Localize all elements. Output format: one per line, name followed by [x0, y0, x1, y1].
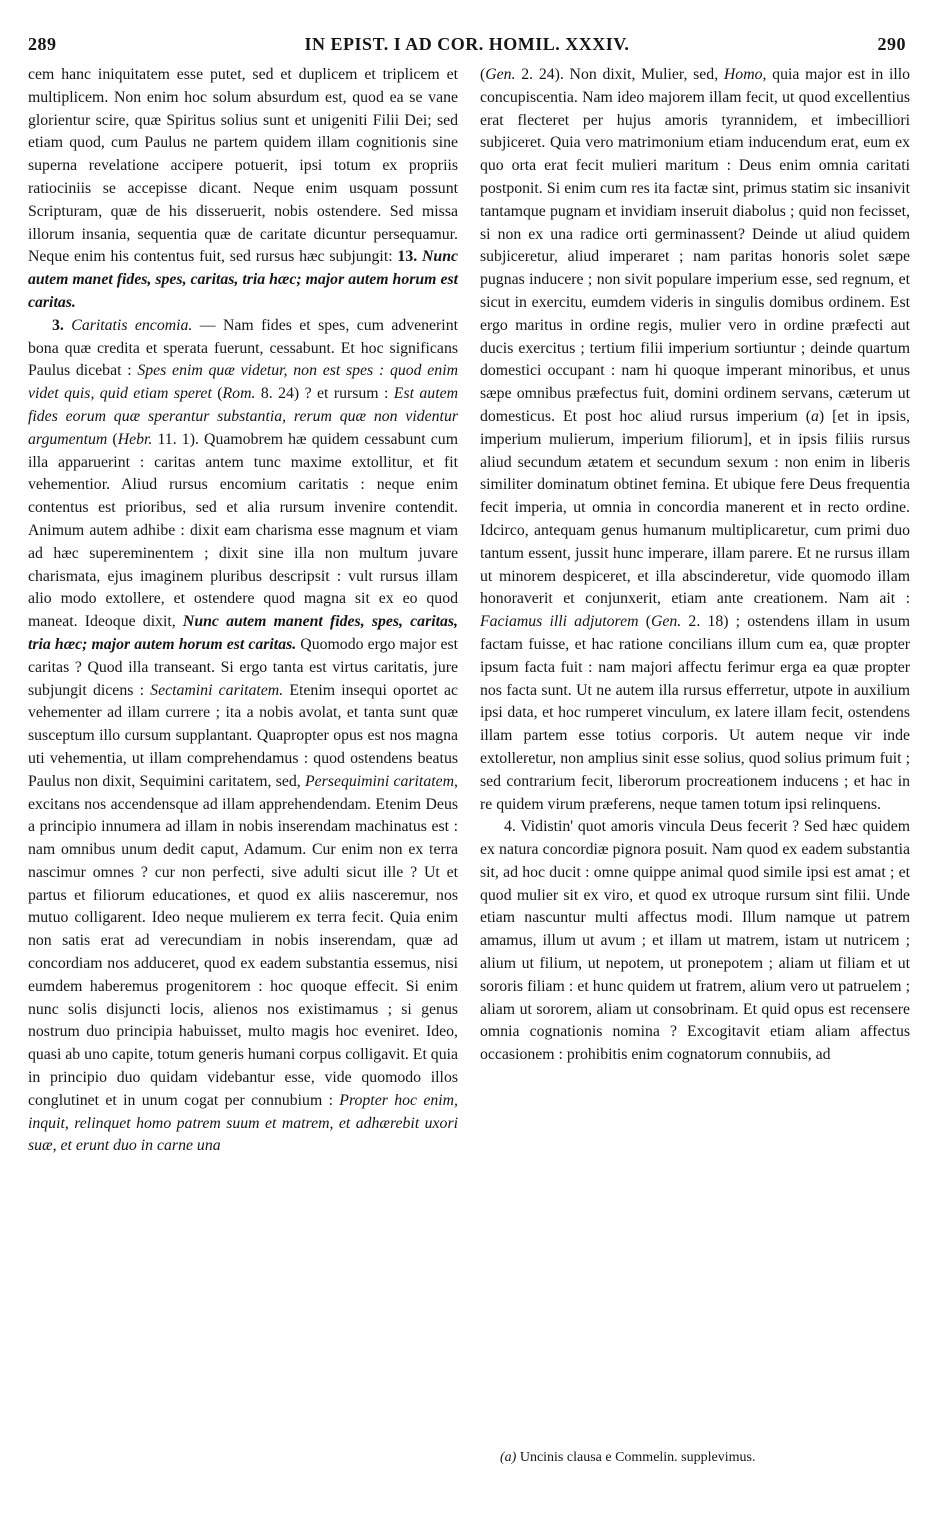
footnote: [500, 1448, 910, 1468]
paragraph: [28, 315, 458, 1158]
text-run: Caritatis encomia.: [71, 316, 193, 334]
text-run: 11. 1). Quamobrem hæ quidem cessabunt cum illa apparuerint : caritas antem tunc maxime extollitur, et fit vehementior. Aliud rursus encomium caritatis : neque enim contentus est prioribus, sed et alia rursum invenire contendit. Animum autem adhibe : dixit eam charisma esse magnum et viam ad hæc supereminentem ; dixit sine illa non multum juvare charismata, ejus imaginem pluribus descripsit : vult rursus illam alio modo extollere, et ostendere quod magna sit ex eo quod maneat. Ideoque dixit,: [28, 430, 458, 631]
text-run: a: [811, 407, 819, 425]
text-run: (: [638, 613, 651, 631]
text-run: Gen.: [485, 66, 516, 83]
text-run: (: [107, 430, 118, 448]
text-run: — Nam fides et spes, cum advenerint bona quæ credita et sperata fuerunt, cessabunt. Et hoc significans Paulus dicebat :: [28, 316, 458, 380]
text-run: 2. 24). Non dixit, Mulier, sed,: [515, 66, 724, 83]
text-run: cem hanc iniquitatem esse putet, sed et duplicem et triplicem et multiplicem. Non enim hoc solum absurdum est, quod ea se vane glorientur scire, quæ Spiritus solius sunt et unigeniti Filii Dei; sed etiam quod, cum Paulus ne partem quidem illam cognitionis sine superna revelatione accipere potuerit, ipsi totum ex propriis ratiociniis se accepisse dicant. Neque enim usquam possunt Scripturam, quæ de his disseruerit, nobis ostendere. Sed missa illorum insania, sequentia quæ de caritate dicuntur persequamur. Neque enim his contentus fuit, sed rursus hæc subjungit:: [28, 66, 458, 266]
right-column: [480, 64, 910, 1067]
text-run: Propter hoc enim, inquit, relinquet homo patrem suum et matrem, et adhærebit uxori suæ, et erunt duo in carne una: [28, 1091, 458, 1155]
text-run: 3.: [52, 316, 72, 334]
paragraph: [480, 816, 910, 1067]
text-run: (: [211, 385, 223, 403]
text-run: Spes enim quæ videtur, non est spes : quod enim videt quis, quid etiam speret: [28, 362, 458, 403]
footnote-marker: (a): [500, 1450, 517, 1465]
text-run: Nunc autem manent fides, spes, caritas, tria hæc; major autem horum est caritas.: [28, 613, 458, 653]
text-run: , excitans nos accendensque ad illam apprehendendam. Etenim Deus a principio innumera ad illam in nobis inserendam machinatus est : nam omnibus unum dedit caput, Adamum. Cur enim non ex terra nascimur omnes ? cur non perfecti, sive adulti sicut ille ? Ut et partus et filiorum educationes, et quod ex aliis nasceremur, nos mutuo colligarent. Ideo neque mulierem ex terra fecit. Quia enim non satis erat ad verecundiam in nobis inserendam, quæ ad concordiam nos adduceret, quod ex eadem substantia essemus, nisi eumdem haberemus progenitorem : hoc quoque effecit. Si enim nunc solis disjuncti locis, alienos nos existimamus ; si genus nostrum duo principia habuisset, multo magis hoc eveniret. Ideo, quasi ab uno capite, totum generis humani corpus colligavit. Et quia in principio duo quidam videbantur esse, vide quomodo illos conglutinet et in unum cogat per connubium :: [28, 772, 458, 1109]
text-run: Homo: [723, 66, 763, 83]
text-run: Nunc autem manet fides, spes, caritas, tria hæc; major autem horum est caritas.: [28, 248, 458, 311]
text-run: ) [et in ipsis, imperium mulierum, imperium filiorum], et in ipsis filiis rursus aliud secundum ætatem et secundum sexum : non enim in liberis similiter dominatum obtinet femina. Et ubique fere Deus frequentia fecit imperia, ut omnia in concordia manerent et in recto ordine. Idcirco, antequam genus humanum multiplicaretur, cum primi duo tantum essent, jussit hunc imperare, illam parere. Et ne rursus illam ut minorem despiceret, et illa abscinderetur, vide quomodo illam honoraverit et conjunxerit, etiam ante creationem. Nam ait :: [480, 407, 910, 608]
text-run: 2. 18) ; ostendens illam in usum factam fuisse, et hac ratione concilians illum cum ea, quæ propter ipsum facta fuit : nam majori affectu ferimur erga ea quæ propter nos facta sunt. Ut ne autem illa rursus efferretur, utpote in auxilium ipsi data, et hoc rumperet vinculum, ex latere illam fecit, ostendens illam partem esse totius corporis. Ut autem neque vir inde extolleretur, non amplius sinit esse solius, quod solius primum fuit ; sed contrarium fecit, liberorum procreationem inducens ; et hac in re quidem virum præferens, neque tamen totum ipsi relinquens.: [480, 613, 910, 813]
paragraph: [28, 64, 458, 315]
paragraph: [480, 64, 910, 816]
text-run: Hebr.: [117, 430, 153, 448]
text-run: 4. Vidistin' quot amoris vincula Deus fecerit ? Sed hæc quidem ex natura concordiæ pignora posuit. Nam quod ex eadem substantia sit, ad hoc ducit : omne quippe animal quod simile ipsi est amat ; et quod mulier sit ex viro, et quod ex utroque rursum sint filii. Unde etiam nascuntur multi affectus modi. Illum namque ut patrem amamus, illum ut avum ; et illam ut matrem, istam ut nutricem ; alium ut filium, ut nepotem, ut pronepotem ; aliam ut filiam et ut sororis filiam : et hunc quidem ut fratrem, alium vero ut patruelem ; aliam ut sororem, aliam ut consobrinam. Et quid opus est recensere omnia cognationis nomina ? Excogitavit etiam aliam affectus occasionem : prohibitis enim cognatorum connubiis, ad: [480, 818, 910, 1064]
footnote-text: Uncinis clausa e Commelin. supplevimus.: [516, 1450, 756, 1465]
text-run: Etenim insequi oportet ac vehementer ad illam currere ; ita a nobis avolat, et tanta sunt quæ susceptum illo cursum supplantant. Quapropter opus est nos magna uti vehementia, ut illam comprehendamus : quod ostendens beatus Paulus non dixit, Sequimini caritatem, sed,: [28, 681, 459, 790]
text-run: Gen.: [650, 613, 682, 631]
text-run: (: [480, 66, 486, 83]
text-run: Sectamini caritatem.: [150, 681, 284, 699]
text-run: 8. 24) ? et rursum :: [255, 385, 394, 403]
text-run: 13.: [397, 248, 422, 266]
page-number-left: 289: [28, 34, 57, 54]
page-number-right: 290: [877, 34, 906, 54]
text-run: Faciamus illi adjutorem: [480, 613, 639, 631]
text-run: Rom.: [222, 385, 256, 403]
text-run: Persequimini caritatem: [304, 772, 455, 790]
text-run: Est autem fides eorum quæ sperantur substantia, rerum quæ non videntur argumentum: [28, 385, 459, 448]
running-header: [28, 34, 906, 60]
running-title: IN EPIST. I AD COR. HOMIL. XXXIV.: [304, 34, 630, 54]
left-column: [28, 64, 458, 1158]
text-run: Quomodo ergo major est caritas ? Quod illa transeant. Si ergo tanta est virtus caritatis, jure subjungit dicens :: [28, 635, 458, 699]
text-run: , quia major est in illo concupiscentia. Nam ideo majorem illam fecit, ut quod excellentius erat flecteret per hujus amoris tyrannidem, et imbecilliori subjiceret. Quia vero matrimonium etiam inducendum erat, eum ex quo orta erat fecit mulieri maritum : Deus enim omnia caritati postponit. Si enim cum res ita factæ sint, primus statim sic insanivit tantamque pugnam et invidiam inseruit diabolus ; quid non fecisset, si non ex una radice orti germinassent? Deinde ut aliud quidem subjiceretur, aliud imperaret ; nam paritas honoris solet sæpe pugnas inducere ; non sivit populare imperium esse, sed regnum, et sicut in exercitu, eumdem videris in singulis domibus ordinem. Est ergo maritus in ordine regis, mulier vero in ordine præfecti aut ducis exercitus ; tertium filii imperium sortiuntur ; deinde quartum domestici occupant : nam hi quoque imperant minoribus, et unus sæpe omnibus præfectus fuit, domini ordinem servans, cæterum ut domesticus. Et post hoc aliud rursus imperium (: [480, 66, 911, 425]
